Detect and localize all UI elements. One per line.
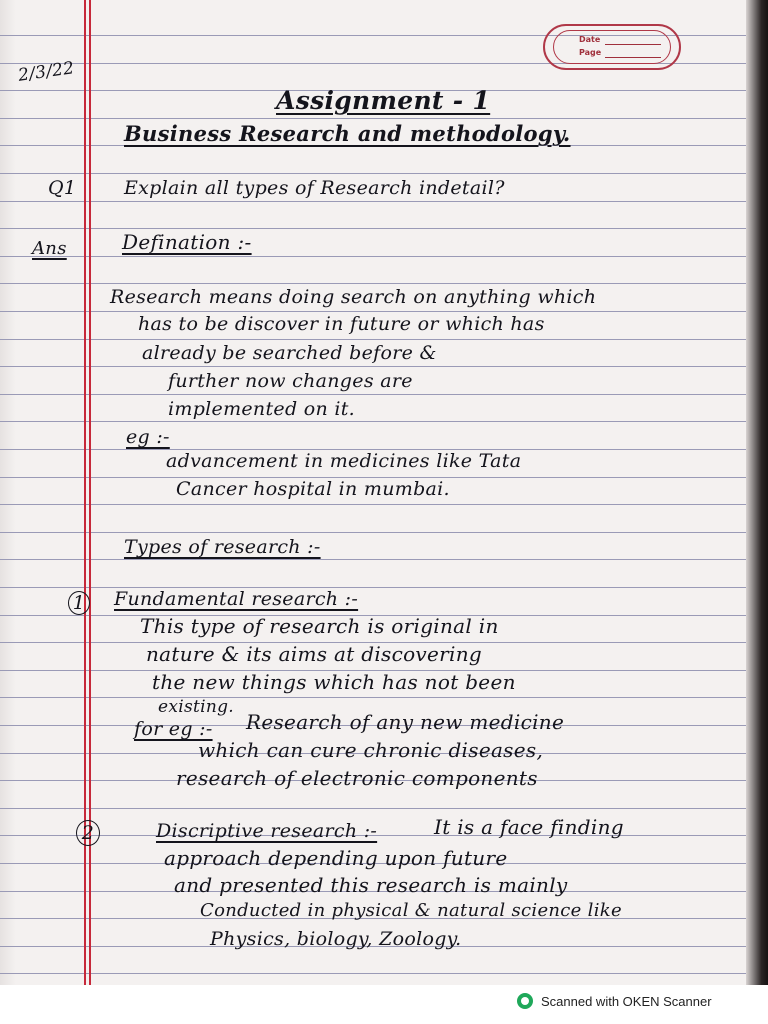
definition-line-3: already be searched before &	[142, 342, 437, 364]
ruled-line	[0, 283, 748, 284]
date-rule	[605, 44, 661, 45]
definition-line-1: Research means doing search on anything which	[110, 286, 597, 308]
scanner-watermark	[517, 991, 712, 1011]
definition-line-5: implemented on it.	[168, 398, 356, 420]
page-left-edge	[0, 0, 16, 985]
question-label: Q1	[48, 177, 77, 199]
page-binding-shadow	[746, 0, 768, 985]
ruled-line	[0, 118, 748, 119]
ruled-line	[0, 504, 748, 505]
date-page-box	[543, 24, 681, 70]
ruled-line	[0, 366, 748, 367]
ruled-line	[0, 201, 748, 202]
type1-number: 1	[68, 591, 90, 615]
ruled-line	[0, 173, 748, 174]
type1-example-label: for eg :-	[134, 718, 213, 740]
types-heading: Types of research :-	[124, 536, 321, 558]
ruled-line	[0, 421, 748, 422]
definition-line-4: further now changes are	[168, 370, 413, 392]
ruled-line	[0, 587, 748, 588]
ruled-line	[0, 532, 748, 533]
ruled-line	[0, 339, 748, 340]
scanner-text: Scanned with OKEN Scanner	[541, 993, 712, 1009]
type1-example-line-1: Research of any new medicine	[246, 710, 565, 734]
definition-line-2: has to be discover in future or which has	[138, 313, 545, 335]
type2-number: 2	[76, 820, 100, 846]
example-line-1: advancement in medicines like Tata	[166, 450, 522, 472]
type1-example-line-3: research of electronic components	[176, 766, 538, 790]
oken-logo-icon	[517, 993, 533, 1009]
type2-heading: Discriptive research :-	[156, 820, 378, 842]
type1-heading: Fundamental research :-	[114, 588, 359, 610]
date-label: Date	[579, 35, 601, 44]
assignment-title: Assignment - 1	[276, 86, 491, 115]
subject-title: Business Research and methodology.	[124, 121, 571, 146]
question-text: Explain all types of Research indetail?	[124, 177, 505, 199]
margin-date: 2/3/22	[16, 58, 76, 86]
type2-line-1: It is a face finding	[434, 815, 624, 839]
type1-line-2: nature & its aims at discovering	[146, 642, 482, 666]
ruled-line	[0, 256, 748, 257]
type1-example-line-2: which can cure chronic diseases,	[198, 738, 544, 762]
ruled-line	[0, 394, 748, 395]
ruled-line	[0, 228, 748, 229]
page-rule	[605, 57, 661, 58]
page-label: Page	[579, 48, 602, 57]
type2-line-4: Conducted in physical & natural science like	[200, 900, 622, 921]
example-line-2: Cancer hospital in mumbai.	[176, 478, 450, 500]
ruled-line	[0, 808, 748, 809]
type1-line-1: This type of research is original in	[140, 614, 499, 638]
type1-line-3: the new things which has not been	[152, 670, 516, 694]
type2-line-3: and presented this research is mainly	[174, 873, 568, 897]
ruled-line	[0, 559, 748, 560]
type2-line-5: Physics, biology, Zoology.	[210, 928, 462, 950]
example-label: eg :-	[126, 426, 170, 448]
ruled-line	[0, 311, 748, 312]
type2-line-2: approach depending upon future	[164, 846, 508, 870]
answer-label: Ans	[32, 238, 67, 259]
type1-line-4: existing.	[158, 697, 235, 717]
ruled-line	[0, 973, 748, 974]
ruled-line	[0, 697, 748, 698]
definition-heading: Defination :-	[122, 230, 252, 254]
